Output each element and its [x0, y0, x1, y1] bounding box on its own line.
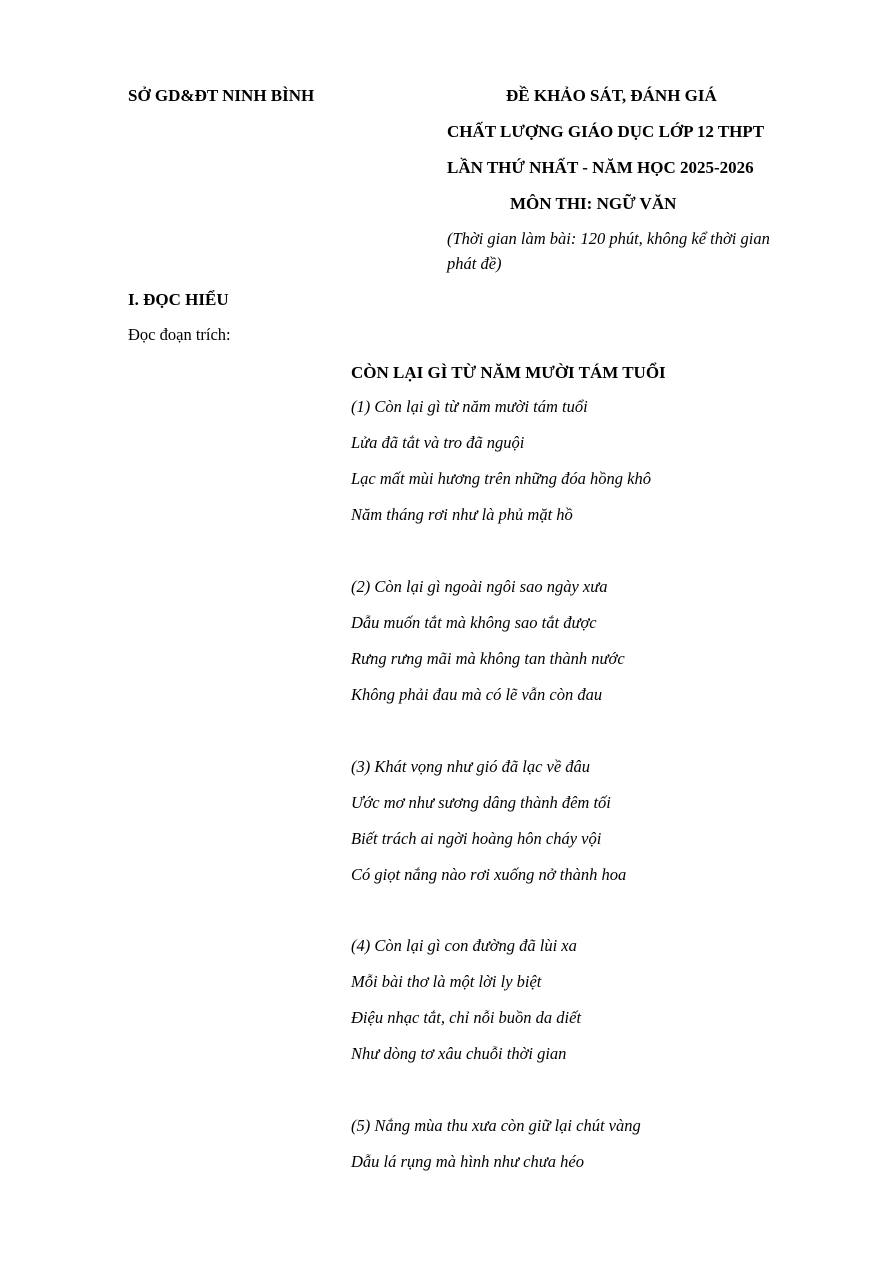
poem-title: CÒN LẠI GÌ TỪ NĂM MƯỜI TÁM TUỔI	[351, 363, 666, 382]
exam-title-line-2: CHẤT LƯỢNG GIÁO DỤC LỚP 12 THPT	[447, 122, 765, 141]
section-instruction: Đọc đoạn trích:	[128, 325, 231, 344]
poem-line: (3) Khát vọng như gió đã lạc về đâu	[351, 757, 591, 776]
poem-line: Năm tháng rơi như là phủ mặt hồ	[351, 505, 573, 524]
poem-line: (2) Còn lại gì ngoài ngôi sao ngày xưa	[351, 577, 608, 596]
time-note-line-1: (Thời gian làm bài: 120 phút, không kể thời gian	[447, 229, 770, 248]
poem-line: Ước mơ như sương dâng thành đêm tối	[351, 793, 611, 812]
exam-title-line-3: LẦN THỨ NHẤT - NĂM HỌC 2025-2026	[447, 158, 754, 177]
exam-title-line-1: ĐỀ KHẢO SÁT, ĐÁNH GIÁ	[506, 86, 717, 105]
poem-line: Có giọt nắng nào rơi xuống nở thành hoa	[351, 865, 627, 884]
poem-line: Như dòng tơ xâu chuỗi thời gian	[351, 1044, 567, 1063]
poem-line: Dẫu lá rụng mà hình như chưa héo	[351, 1152, 584, 1171]
poem-line: Lửa đã tắt và tro đã nguội	[351, 433, 525, 452]
poem-line: (5) Nắng mùa thu xưa còn giữ lại chút vàng	[351, 1116, 641, 1135]
poem-line: Lạc mất mùi hương trên những đóa hồng khô	[351, 469, 651, 488]
poem-line: (1) Còn lại gì từ năm mười tám tuổi	[351, 397, 588, 416]
department-name: SỞ GD&ĐT NINH BÌNH	[128, 86, 315, 105]
time-note-line-2: phát đề)	[447, 254, 502, 273]
poem-line: Không phải đau mà có lẽ vẫn còn đau	[351, 685, 603, 704]
exam-subject: MÔN THI: NGỮ VĂN	[510, 194, 677, 213]
poem-line: Mỗi bài thơ là một lời ly biệt	[351, 972, 542, 991]
section-heading: I. ĐỌC HIỂU	[128, 290, 229, 309]
poem-line: Biết trách ai ngời hoàng hôn cháy vội	[351, 829, 602, 848]
poem-line: Dẫu muốn tắt mà không sao tắt được	[351, 613, 597, 632]
poem-line: Điệu nhạc tắt, chỉ nỗi buồn da diết	[351, 1008, 582, 1027]
poem-line: (4) Còn lại gì con đường đã lùi xa	[351, 936, 577, 955]
poem-line: Rưng rưng mãi mà không tan thành nước	[351, 649, 625, 668]
